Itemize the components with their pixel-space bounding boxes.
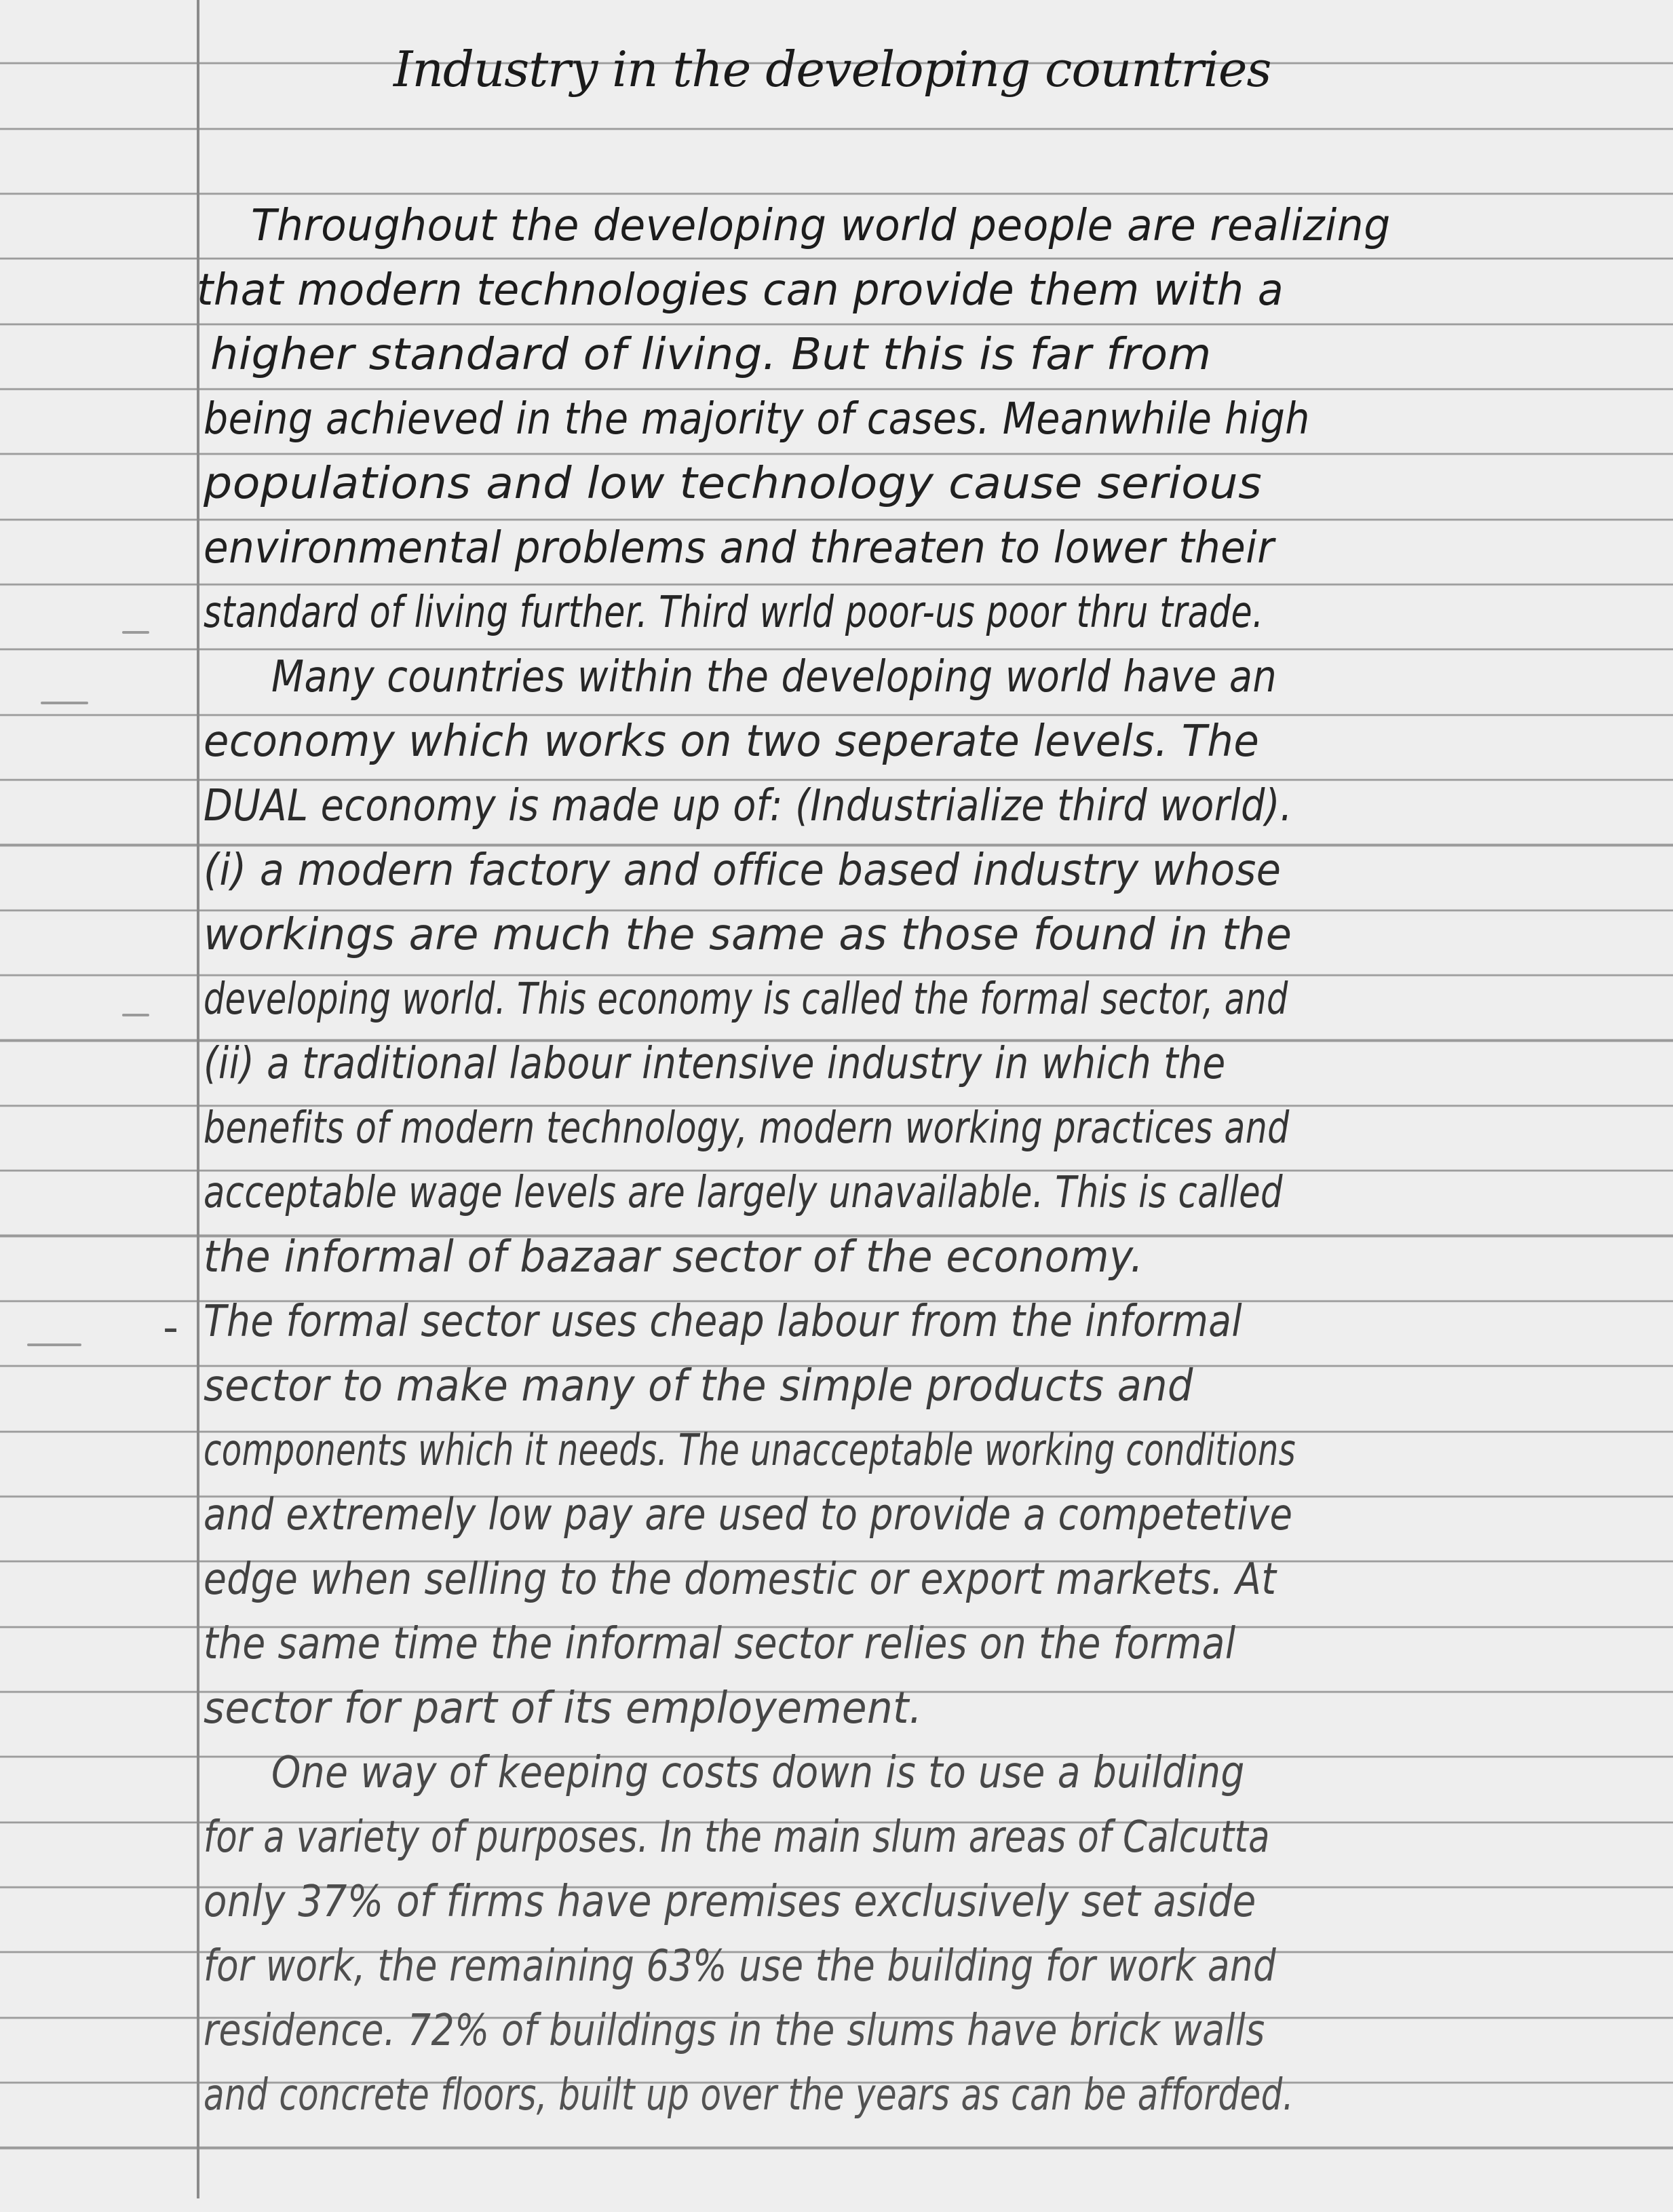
text-line-content: being achieved in the majority of cases. Meanwhile high — [204, 394, 1310, 444]
text-line — [197, 1799, 1662, 1863]
text-line-content: benefits of modern technology, modern working practices and — [204, 1103, 1290, 1153]
text-line — [197, 832, 1662, 896]
text-line — [197, 381, 1662, 445]
text-line-content: that modern technologies can provide them with a — [197, 265, 1284, 316]
text-line-content: populations and low technology cause serious — [204, 459, 1263, 509]
text-line-content: developing world. This economy is called the formal sector, and — [204, 974, 1288, 1025]
text-line — [197, 1348, 1662, 1412]
text-line — [197, 1412, 1662, 1476]
text-line-content: only 37% of firms have premises exclusively set aside — [204, 1877, 1256, 1927]
text-line — [197, 1025, 1662, 1090]
text-line-content: sector to make many of the simple products and — [204, 1361, 1193, 1411]
text-line-content: workings are much the same as those found in the — [204, 910, 1292, 960]
text-line-content: The formal sector uses cheap labour from the informal — [204, 1297, 1243, 1347]
text-line — [197, 1154, 1662, 1219]
text-line-content: for work, the remaining 63% use the building for work and — [204, 1941, 1277, 1991]
margin-tick — [41, 702, 88, 704]
text-line-content: the informal of bazaar sector of the economy. — [204, 1232, 1144, 1282]
margin-tick — [27, 1343, 81, 1346]
text-line — [197, 574, 1662, 638]
text-line — [197, 1928, 1662, 1992]
text-line — [197, 703, 1662, 767]
text-line-content: Many countries within the developing world have an — [271, 652, 1277, 702]
text-line-content: edge when selling to the domestic or export markets. At — [204, 1555, 1277, 1605]
margin-dash: - — [163, 1303, 179, 1353]
text-line — [197, 1670, 1662, 1734]
text-line — [197, 1605, 1662, 1670]
text-line — [197, 187, 1662, 252]
text-line — [197, 896, 1662, 961]
text-line — [197, 1090, 1662, 1154]
handwritten-text-block — [197, 187, 1662, 2121]
text-line-content: sector for part of its employement. — [204, 1683, 923, 1734]
text-line-content: residence. 72% of buildings in the slums have brick walls — [204, 2006, 1265, 2056]
text-line — [197, 1219, 1662, 1283]
text-line — [197, 767, 1662, 832]
text-line-content: and extremely low pay are used to provide a competetive — [204, 1490, 1293, 1540]
text-line-content: standard of living further. Third wrld poor-us poor thru trade. — [204, 588, 1264, 638]
text-line-content: DUAL economy is made up of: (Industrialize third world). — [204, 781, 1293, 831]
text-line-content: components which it needs. The unacceptable working conditions — [204, 1426, 1296, 1476]
text-line — [197, 1734, 1662, 1799]
text-line-content: (i) a modern factory and office based industry whose — [204, 845, 1282, 896]
text-line-content: the same time the informal sector relies on the formal — [204, 1619, 1236, 1669]
text-line-content: and concrete floors, built up over the years as can be afforded. — [204, 2070, 1294, 2120]
text-line-content: environmental problems and threaten to lower their — [204, 523, 1275, 573]
text-line-content: higher standard of living. But this is far from — [210, 330, 1212, 380]
text-line-content: economy which works on two seperate levels. The — [204, 717, 1260, 767]
text-line — [197, 2057, 1662, 2121]
text-line — [197, 1992, 1662, 2057]
text-line-content: Throughout the developing world people are realizing — [251, 201, 1391, 251]
text-line — [197, 1863, 1662, 1928]
page-title: Industry in the developing countries — [393, 41, 1271, 98]
text-line — [197, 1476, 1662, 1541]
text-line — [197, 638, 1662, 703]
text-line-content: for a variety of purposes. In the main slum areas of Calcutta — [204, 1812, 1270, 1863]
margin-tick — [122, 1014, 149, 1016]
text-line-content: (ii) a traditional labour intensive industry in which the — [204, 1039, 1226, 1089]
text-line — [197, 445, 1662, 510]
text-line — [197, 961, 1662, 1025]
text-line — [197, 252, 1662, 316]
text-line — [197, 510, 1662, 574]
text-line-content: One way of keeping costs down is to use a building — [271, 1748, 1245, 1798]
text-line-content: acceptable wage levels are largely unavailable. This is called — [204, 1168, 1283, 1218]
text-line — [197, 316, 1662, 381]
text-line — [197, 1541, 1662, 1605]
text-line — [197, 1283, 1662, 1348]
margin-tick — [122, 631, 149, 634]
